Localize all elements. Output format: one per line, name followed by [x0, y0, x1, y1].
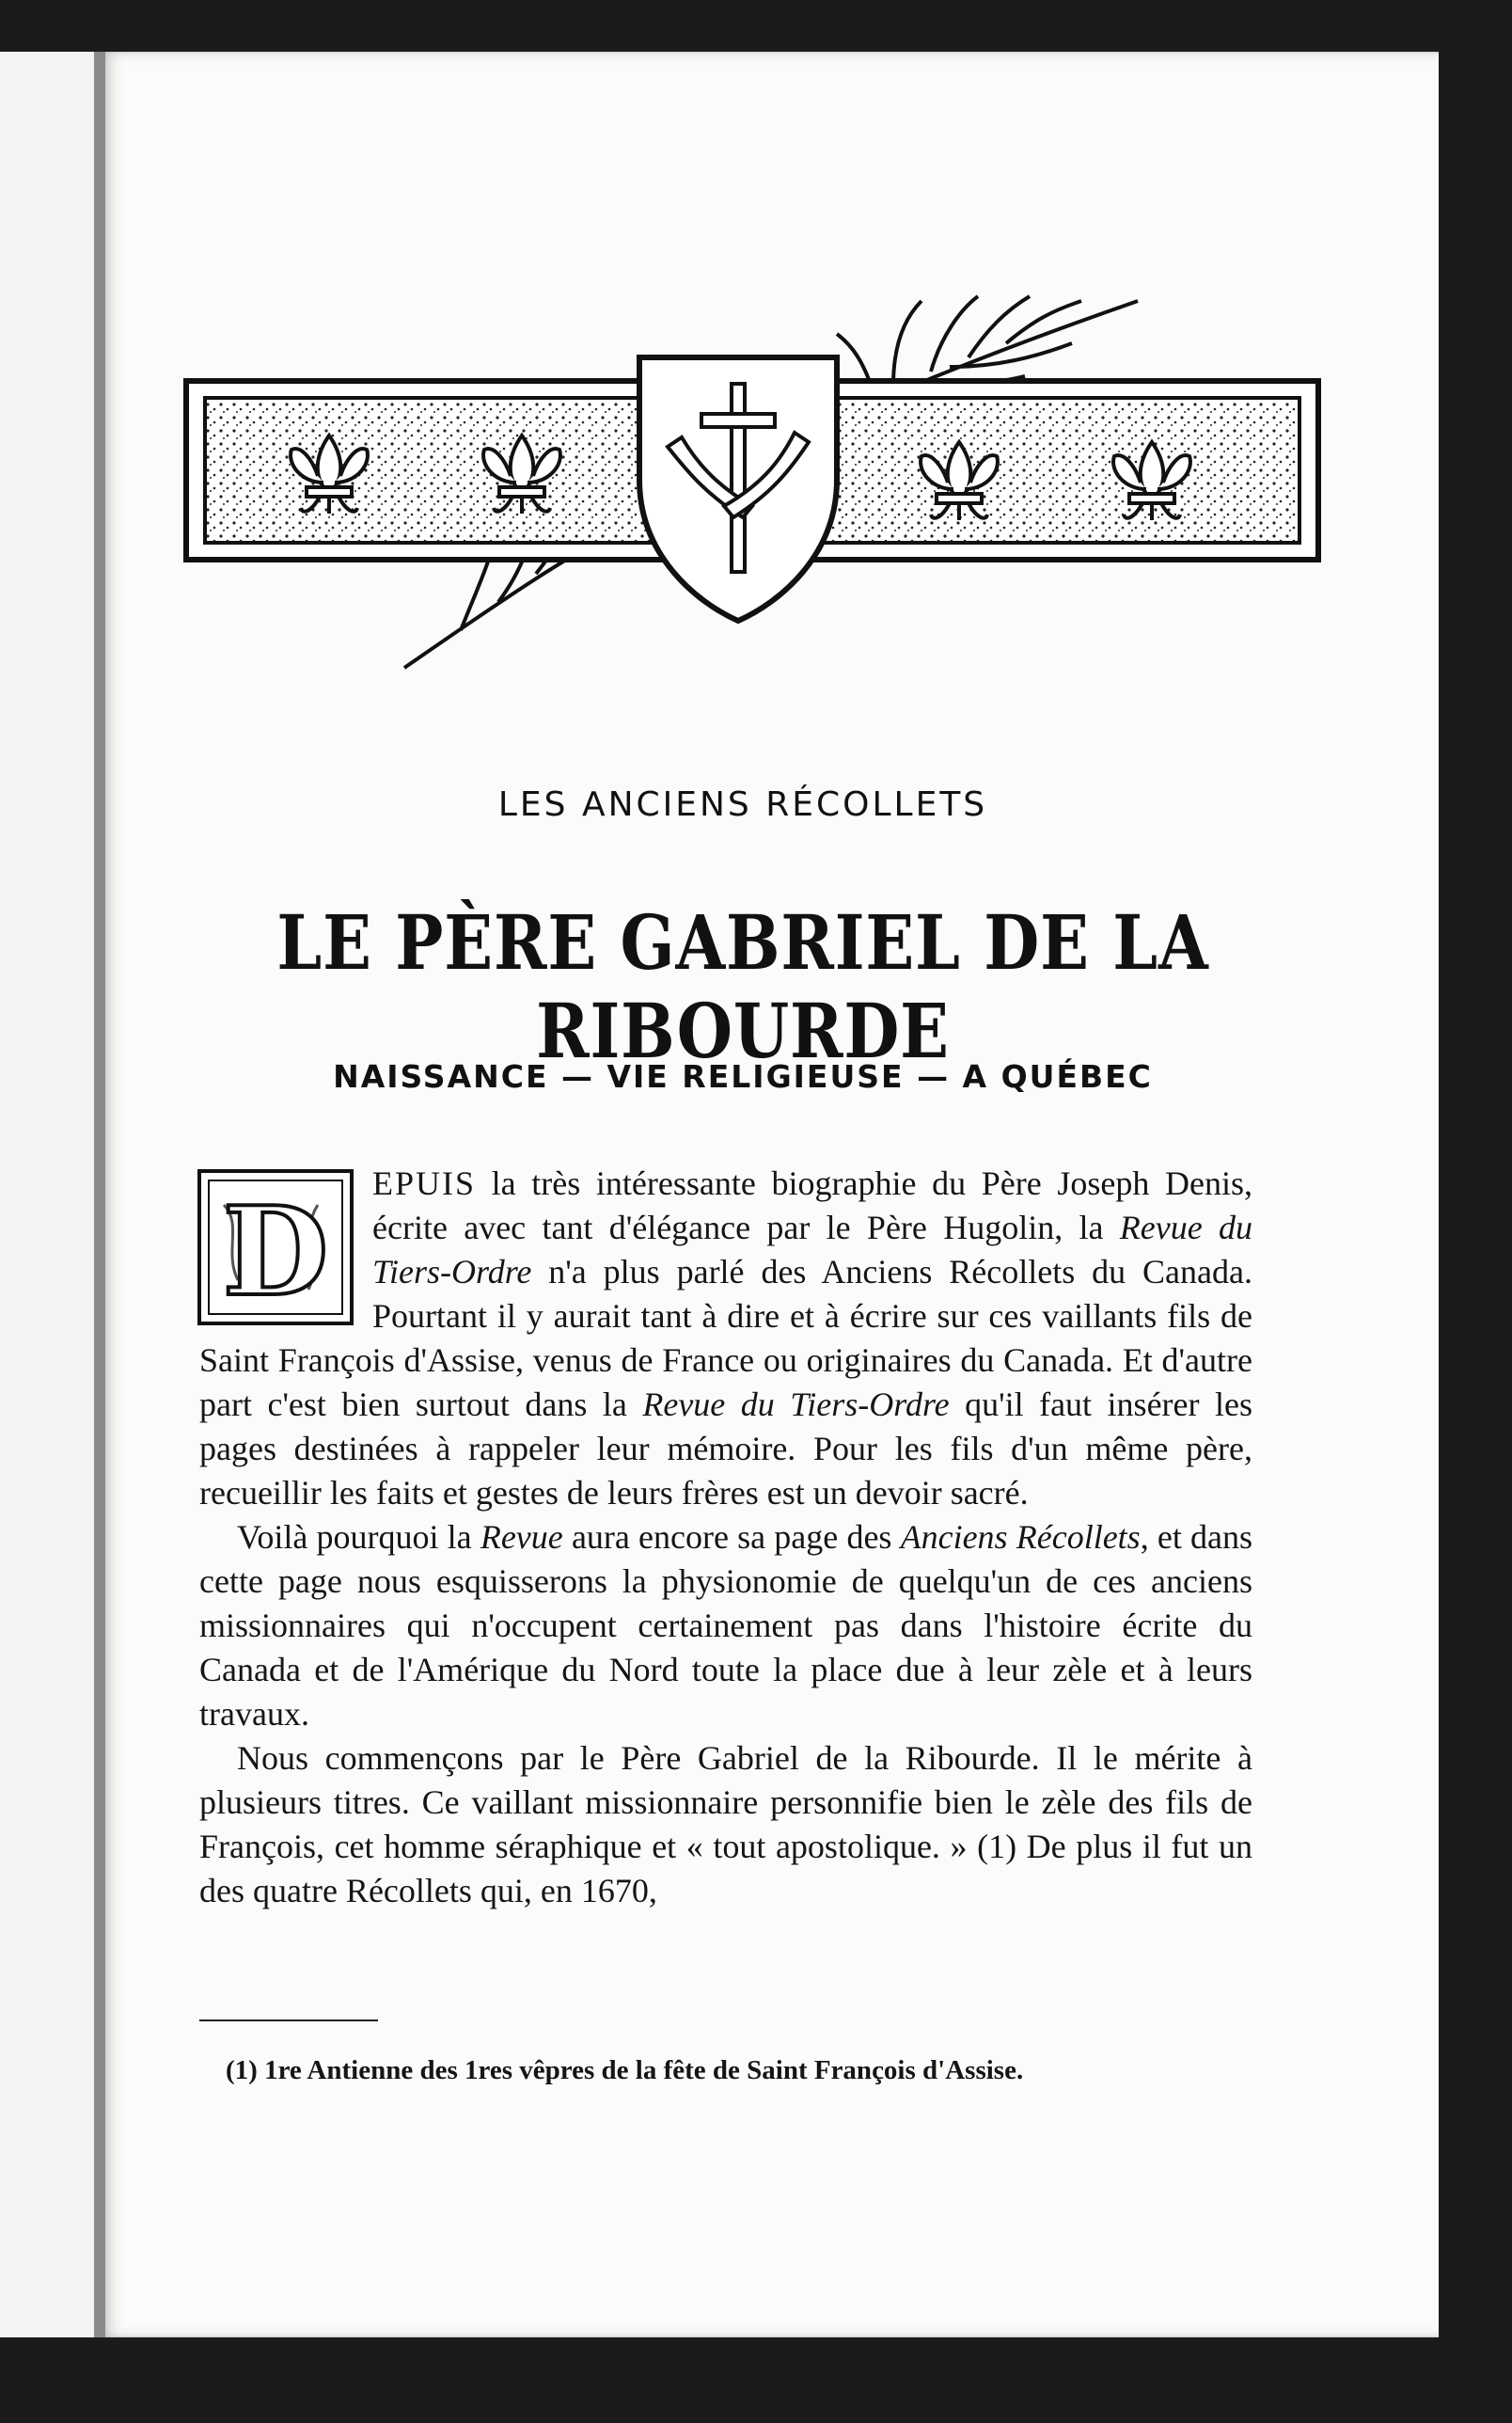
footnote-divider — [199, 2019, 378, 2021]
text-run: Voilà pourquoi la — [237, 1518, 480, 1556]
franciscan-shield-icon — [639, 357, 837, 621]
footnote: (1) 1re Antienne des 1res vêpres de la fête de Saint François d'Assise. — [226, 2055, 1024, 2085]
italic-title: Revue du Tiers-Ordre — [642, 1386, 950, 1423]
italic-title: Revue du Tiers-Ordre — [372, 1209, 1253, 1291]
chapter-subtitle: NAISSANCE — VIE RELIGIEUSE — A QUÉBEC — [333, 1058, 1153, 1095]
header-ornament — [179, 282, 1326, 696]
page-title: LE PÈRE GABRIEL DE LA RIBOURDE — [276, 898, 1209, 1075]
paragraph-3 — [199, 1736, 1252, 1913]
article-body — [199, 1162, 1252, 1913]
paragraph-1 — [199, 1162, 1252, 1515]
text-run: aura encore sa page des — [562, 1518, 901, 1556]
series-title: LES ANCIENS RÉCOLLETS — [497, 785, 988, 824]
italic-title: Anciens Récollets — [900, 1518, 1141, 1556]
paragraph-2 — [199, 1515, 1252, 1736]
text-run: la très intéressante biographie du Père Joseph Denis, écrite avec tant d'élégance par le Père Hugolin, la — [372, 1164, 1252, 1246]
gutter-shadow — [94, 52, 105, 2337]
text-run: qu'il faut insérer les pages destinées à rappeler leur mémoire. Pour les fils d'un même père, recueillir les faits et gestes de leurs frères est un devoir sacré. — [199, 1386, 1252, 1512]
text-run: n'a plus parlé des Anciens Récollets du Canada. Pourtant il y aurait tant à dire et à écrire sur ces vaillants fils de Saint François d'Assise, venus de France ou originaires du Canada. Et d'autre part c'est bien surtout dans la — [199, 1253, 1252, 1423]
dropcap-ornament — [196, 1167, 355, 1327]
italic-title: Revue — [480, 1518, 563, 1556]
lead-word: EPUIS — [372, 1164, 477, 1202]
dropcap-letter: D — [222, 1180, 329, 1323]
text-run: , et dans cette page nous esquisserons la physionomie de quelqu'un de ces anciens missionnaires qui n'occupent certainement pas dans l'histoire écrite du Canada et de l'Amérique du Nord toute la place due à leur zèle et à leurs travaux. — [199, 1518, 1252, 1733]
text-run: Nous commençons par le Père Gabriel de la Ribourde. Il le mérite à plusieurs titres. Ce vaillant missionnaire personnifie bien le zèle des fils de François, cet homme séraphique et « tout apostolique. » (1) De plus il fut un des quatre Récollets qui, en 1670, — [199, 1739, 1252, 1909]
facing-page-edge — [0, 52, 94, 2337]
